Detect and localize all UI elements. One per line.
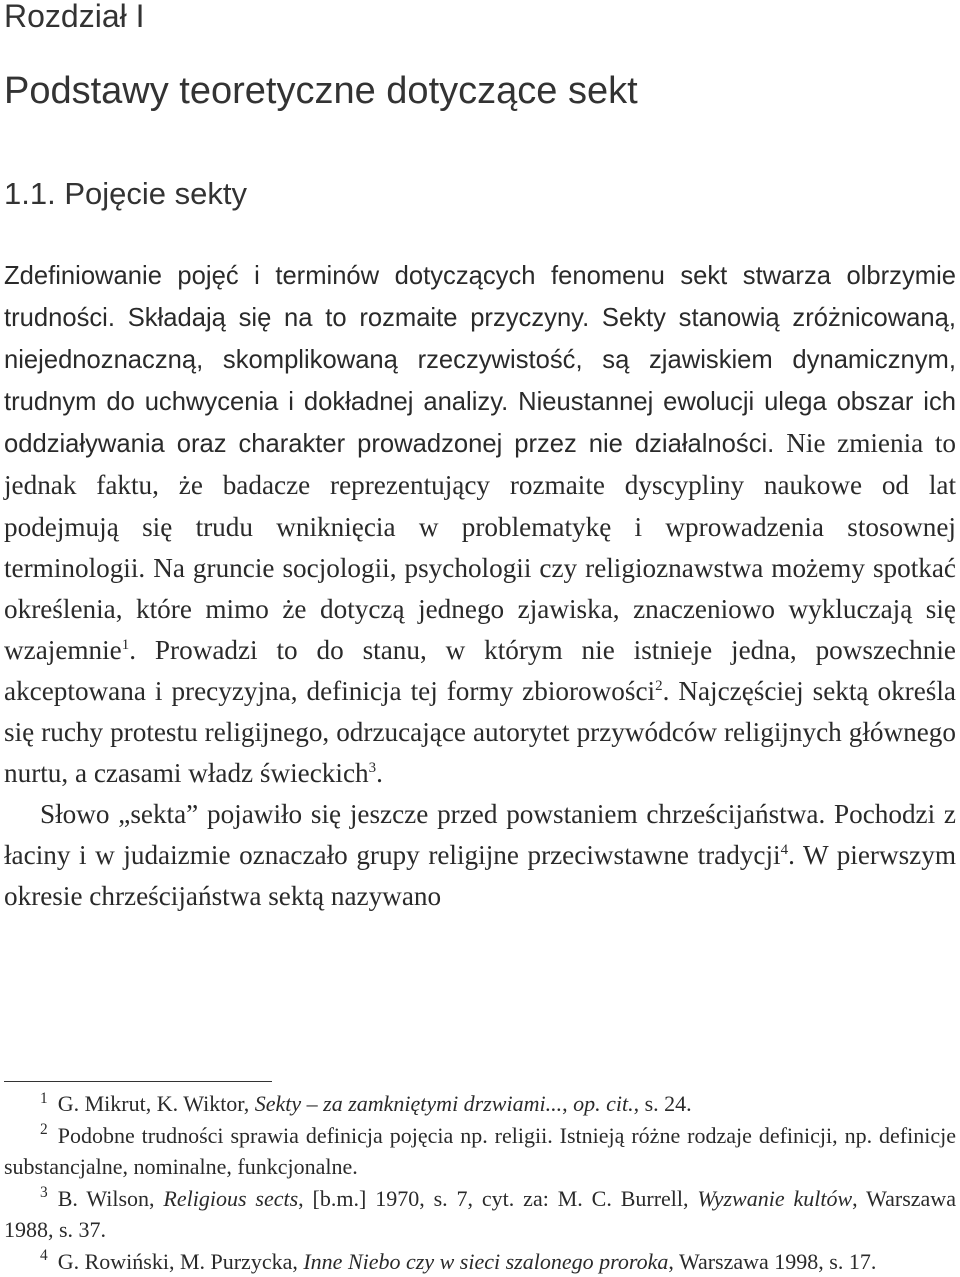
- footnote-text: , Warszawa 1988, s. 37.: [4, 1186, 956, 1243]
- footnote-text: , [b.m.] 1970, s. 7, cyt. za: M. C. Burrell,: [298, 1186, 697, 1211]
- footnote-text: , s. 24.: [634, 1091, 692, 1116]
- footnote-2: [4, 1120, 956, 1183]
- paragraph-1-serif-part: Nie zmienia to jednak faktu, że badacze reprezentujący rozmaite dyscypliny naukowe od lat podejmują się trudu wniknięcia w problematykę i wprowadzenia stosownej terminologii. Na gruncie socjologii, psychologii czy religioznawstwa możemy spotkać określenia, które mimo że dotyczą jednego zjawiska, znaczeniowo wykluczają się wzajemnie: [4, 428, 956, 664]
- chapter-heading: Rozdział I: [4, 0, 145, 36]
- paragraph-1: [4, 255, 956, 794]
- footnote-italic-title: Religious sects: [163, 1186, 298, 1211]
- footnote-text: G. Rowiński, M. Purzycka,: [58, 1249, 304, 1274]
- footnote-number: 4: [40, 1247, 48, 1264]
- footnote-ref-2[interactable]: 2: [655, 678, 662, 694]
- paragraph-2-part-1: Słowo „sekta” pojawiło się jeszcze przed powstaniem chrześcijaństwa. Pochodzi z łaciny i w judaizmie oznaczało grupy religijne przeciwstawne tradycji: [4, 799, 956, 870]
- chapter-title: Podstawy teoretyczne dotyczące sekt: [4, 68, 638, 114]
- footnote-italic-title: Wyzwanie kultów: [697, 1186, 852, 1211]
- footnote-4: [4, 1246, 956, 1277]
- footnote-number: 1: [40, 1090, 48, 1107]
- footnote-text: , Warszawa 1998, s. 17.: [668, 1249, 876, 1274]
- body-text: [4, 255, 956, 918]
- footnote-1: [4, 1088, 956, 1120]
- footnote-italic-title: op. cit.: [573, 1091, 634, 1116]
- footnotes: [4, 1088, 956, 1277]
- footnote-text: G. Mikrut, K. Wiktor,: [58, 1091, 255, 1116]
- paragraph-2-part-2: . W pierwszym okresie chrześcijaństwa sektą nazywano: [4, 840, 956, 911]
- paragraph-1-end: .: [376, 758, 383, 788]
- footnote-divider: [4, 1081, 272, 1082]
- footnote-ref-3[interactable]: 3: [369, 760, 376, 776]
- footnote-number: 3: [40, 1184, 48, 1201]
- paragraph-1-sans-part: Zdefiniowanie pojęć i terminów dotyczących fenomenu sekt stwarza olbrzymie trudności. Składają się na to rozmaite przyczyny. Sekty stanowią zróżnicowaną, niejednoznaczną, skomplikowaną rzeczywistość, są zjawiskiem dynamicznym, trudnym do uchwycenia i dokładnej analizy. Nieustannej ewolucji ulega obszar ich oddziaływania oraz charakter prowadzonej przez nie działalności.: [4, 262, 956, 458]
- paragraph-1-part-3: . Prowadzi to do stanu, w którym nie istnieje jedna, powszechnie akceptowana i precyzyjna, definicja tej formy zbiorowości: [4, 635, 956, 706]
- footnote-text: Podobne trudności sprawia definicja pojęcia np. religii. Istnieją różne rodzaje definicji, np. definicje substancjalne, nominalne, funkcjonalne.: [4, 1123, 956, 1180]
- footnote-italic-title: Inne Niebo czy w sieci szalonego proroka: [303, 1249, 668, 1274]
- footnote-text: ,: [562, 1091, 573, 1116]
- footnote-3: [4, 1183, 956, 1246]
- footnote-ref-1[interactable]: 1: [122, 637, 129, 653]
- footnote-ref-4[interactable]: 4: [781, 842, 788, 858]
- footnote-italic-title: Sekty – za zamkniętymi drzwiami...: [255, 1091, 562, 1116]
- section-heading: 1.1. Pojęcie sekty: [4, 174, 247, 214]
- footnote-text: B. Wilson,: [58, 1186, 164, 1211]
- paragraph-2: [4, 794, 956, 917]
- paragraph-1-part-4: . Najczęściej sektą określa się ruchy protestu religijnego, odrzucające autorytet przywódców religijnych głównego nurtu, a czasami władz świeckich: [4, 676, 956, 788]
- footnote-number: 2: [40, 1121, 48, 1138]
